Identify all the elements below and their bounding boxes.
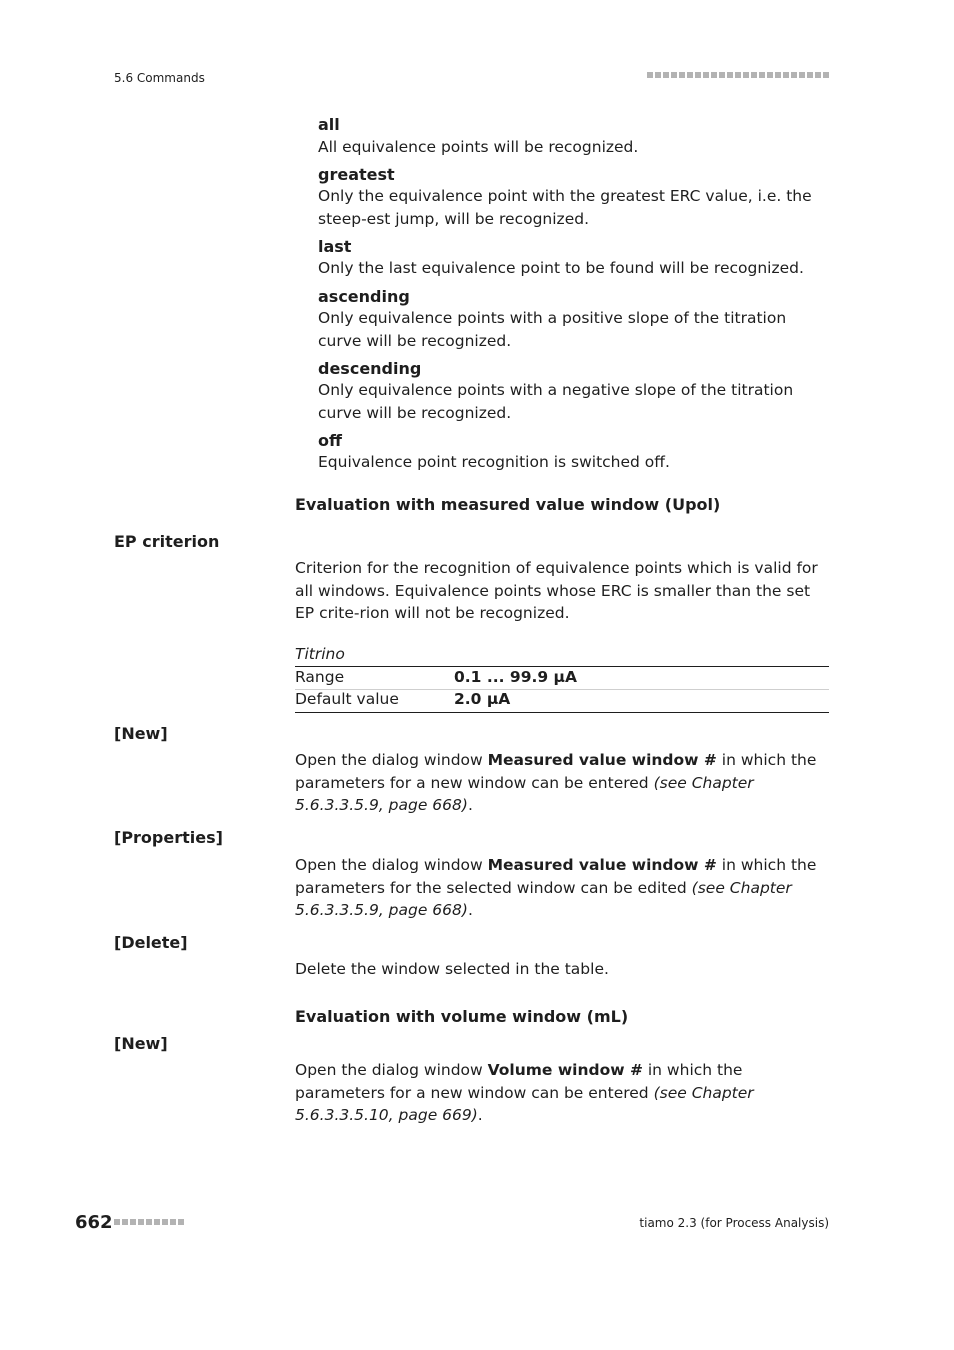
header-dot-rule [647,72,829,82]
option-term-last: last [318,237,352,256]
chapter-reference-link[interactable]: (see Chapter 5.6.3.3.5.9, page 668) [295,878,792,919]
chapter-reference-link[interactable]: (see Chapter 5.6.3.3.5.9, page 668) [295,773,754,814]
dialog-name: Volume window # [487,1061,643,1079]
chapter-reference-link[interactable]: (see Chapter 5.6.3.3.5.10, page 669) [295,1083,754,1124]
option-desc-off: Equivalence point recognition is switched off. [318,453,670,471]
table-value-default: 2.0 µA [454,690,511,708]
param-label-new-volume: [New] [114,1034,168,1053]
option-term-greatest: greatest [318,165,395,184]
table-value-range: 0.1 ... 99.9 µA [454,668,577,686]
dialog-name: Measured value window # [487,856,717,874]
page-number: 662 [75,1212,113,1233]
param-label-ep-criterion: EP criterion [114,532,220,551]
option-desc-last: Only the last equivalence point to be found will be recognized. [318,259,804,277]
running-header-section: 5.6 Commands [114,71,205,85]
table-key-range: Range [295,668,345,686]
param-desc-delete: Delete the window selected in the table. [295,960,609,978]
text-run: Open the dialog window [295,751,488,769]
footer-product-name: tiamo 2.3 (for Process Analysis) [639,1216,829,1230]
param-desc-ep-criterion: Criterion for the recognition of equivalence points which is valid for all windows. Equivalence points whose ERC is smaller than the set EP crite-rion will not be recognized. [295,559,818,622]
table-row [295,690,829,708]
option-desc-ascending: Only equivalence points with a positive slope of the titration curve will be recognized. [318,309,787,350]
text-run: Open the dialog window [295,856,488,874]
option-desc-greatest: Only the equivalence point with the greatest ERC value, i.e. the steep-est jump, will be recognized. [318,187,812,228]
table-key-default: Default value [295,690,399,708]
param-desc-new-measured [295,749,829,817]
text-run: Open the dialog window [295,1061,488,1079]
option-term-descending: descending [318,359,422,378]
text-run: . [477,1106,483,1124]
footer-dot-rule [114,1219,184,1225]
text-run: in which the parameters for a new window can be entered [295,1061,743,1102]
param-label-properties: [Properties] [114,828,223,847]
section-heading-upol: Evaluation with measured value window (Upol) [295,495,721,514]
table-caption: Titrino [295,645,345,663]
param-desc-new-volume [295,1059,829,1127]
text-run: . [467,796,473,814]
option-desc-descending: Only equivalence points with a negative slope of the titration curve will be recognized. [318,381,794,422]
table-bottom-rule [295,712,829,713]
option-term-ascending: ascending [318,287,410,306]
dialog-name: Measured value window # [487,751,717,769]
table-top-rule [295,666,829,667]
option-desc-all: All equivalence points will be recognized. [318,138,639,156]
text-run: in which the parameters for the selected window can be edited [295,856,817,897]
param-label-delete: [Delete] [114,933,188,952]
option-term-off: off [318,431,342,450]
option-term-all: all [318,115,340,134]
text-run: . [467,901,473,919]
param-label-new-measured: [New] [114,724,168,743]
param-desc-properties [295,854,829,922]
text-run: in which the parameters for a new window can be entered [295,751,817,792]
section-heading-volume: Evaluation with volume window (mL) [295,1007,629,1026]
table-row [295,668,829,686]
